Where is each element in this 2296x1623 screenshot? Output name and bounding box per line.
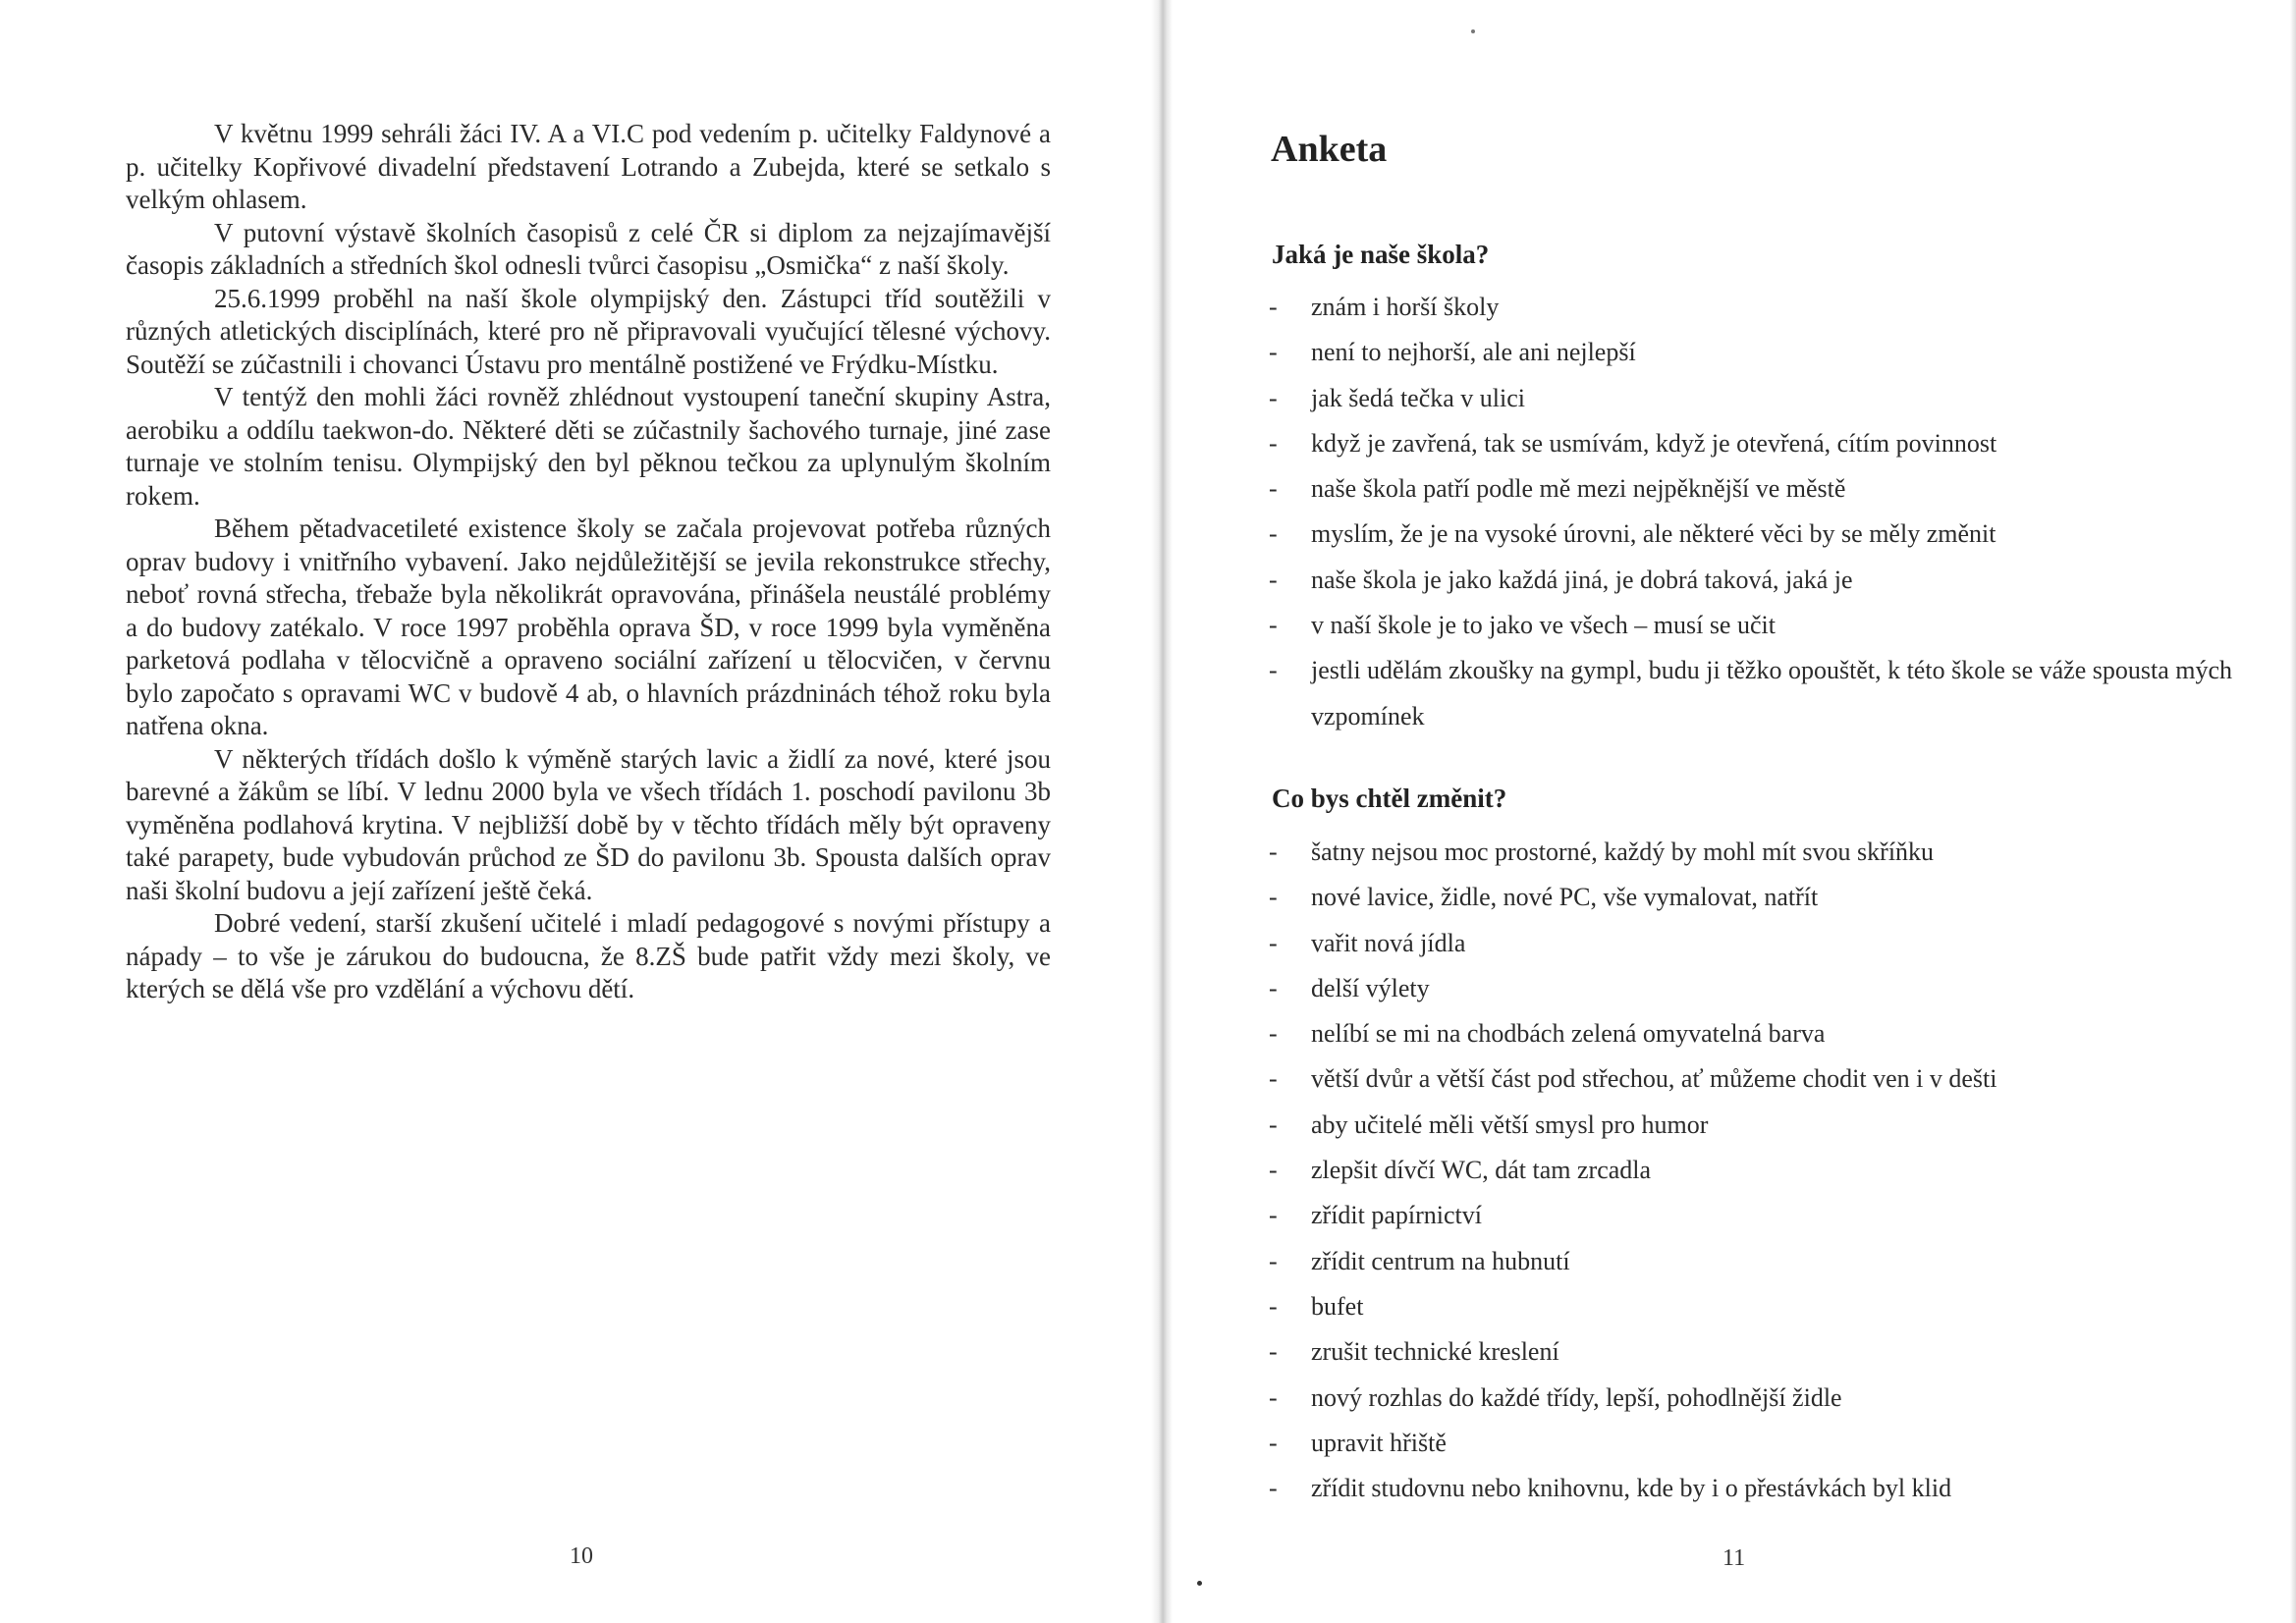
answer-text: znám i horší školy bbox=[1311, 293, 1500, 321]
answer-text: není to nejhorší, ale ani nejlepší bbox=[1311, 338, 1636, 367]
answer-text: delší výlety bbox=[1311, 973, 1430, 1002]
page-edge-shadow bbox=[2290, 0, 2296, 1623]
list-item bbox=[1269, 558, 2251, 603]
bullet-dash: - bbox=[1269, 474, 1278, 504]
answer-text: upravit hřiště bbox=[1311, 1428, 1447, 1457]
answer-text: jak šedá tečka v ulici bbox=[1311, 383, 1526, 412]
bullet-dash: - bbox=[1269, 1246, 1278, 1275]
bullet-dash: - bbox=[1269, 611, 1278, 640]
answer-text: aby učitelé měli větší smysl pro humor bbox=[1311, 1109, 1709, 1139]
paragraph: V putovní výstavě školních časopisů z celé ČR si diplom za nejzajímavější časopis základních a středních škol odnesli tvůrci časopisu „Osmička“ z naší školy. bbox=[126, 217, 1051, 280]
bullet-dash: - bbox=[1269, 383, 1278, 412]
paragraph: V květnu 1999 sehráli žáci IV. A a VI.C pod vedením p. učitelky Faldynové a p. učitelky Kopřivové divadelní představení Lotrando a Zubejda, které se setkalo s velkým ohlasem. bbox=[126, 119, 1051, 214]
bullet-dash: - bbox=[1269, 838, 1278, 866]
answer-text: zrušit technické kreslení bbox=[1311, 1337, 1559, 1367]
list-item bbox=[1269, 466, 2251, 512]
book-gutter bbox=[1151, 0, 1173, 1623]
page-title: Anketa bbox=[1271, 129, 1388, 170]
list-item bbox=[1269, 1329, 2251, 1375]
list-item bbox=[1269, 1103, 2251, 1148]
answer-text: v naší škole je to jako ve všech – musí se učit bbox=[1311, 611, 1776, 640]
list-item bbox=[1269, 1421, 2251, 1466]
list-item bbox=[1269, 1284, 2251, 1329]
bullet-dash: - bbox=[1269, 1156, 1278, 1185]
answer-text: vařit nová jídla bbox=[1311, 928, 1466, 957]
list-item bbox=[1269, 1148, 2251, 1193]
paragraph: 25.6.1999 proběhl na naší škole olympijský den. Zástupci tříd soutěžili v různých atletických disciplínách, které pro ně připravovali vyučující tělesné výchovy. Soutěží se zúčastnili i chovanci Ústavu pro mentálně postižené ve Frýdku-Místku. bbox=[126, 283, 1051, 379]
answer-text: jestli udělám zkoušky na gympl, budu ji těžko opouštět, k této škole se váže spousta mých vzpomínek bbox=[1311, 656, 2232, 730]
page-number-left: 10 bbox=[570, 1543, 593, 1569]
bullet-dash: - bbox=[1269, 883, 1278, 912]
list-item bbox=[1269, 285, 2251, 330]
bullet-dash: - bbox=[1269, 565, 1278, 594]
list-item bbox=[1269, 1056, 2251, 1102]
answer-text: šatny nejsou moc prostorné, každý by mohl mít svou skříňku bbox=[1311, 838, 1935, 866]
bullet-dash: - bbox=[1269, 1337, 1278, 1367]
answer-text: nové lavice, židle, nové PC, vše vymalovat, natřít bbox=[1311, 883, 1819, 912]
list-item bbox=[1269, 330, 2251, 375]
answer-text: naše škola je jako každá jiná, je dobrá taková, jaká je bbox=[1311, 565, 1853, 594]
answer-text: zřídit studovnu nebo knihovnu, kde by i o přestávkách byl klid bbox=[1311, 1474, 1952, 1503]
answer-text: nový rozhlas do každé třídy, lepší, pohodlnější židle bbox=[1311, 1382, 1842, 1412]
bullet-dash: - bbox=[1269, 1019, 1278, 1049]
paragraph: V některých třídách došlo k výměně starých lavic a židlí za nové, které jsou barevné a žákům se líbí. V lednu 2000 byla ve všech třídách 1. poschodí pavilonu 3b vyměněna podlahová krytina. V nejbližší době by v těchto třídách měly být opraveny také parapety, bude vybudován průchod ze ŠD do pavilonu 3b. Spousta dalších oprav naši školní budovu a její zařízení ještě čeká. bbox=[126, 743, 1051, 905]
bullet-dash: - bbox=[1269, 1382, 1278, 1412]
bullet-dash: - bbox=[1269, 1474, 1278, 1503]
answer-list bbox=[1269, 830, 2251, 1511]
list-item bbox=[1269, 421, 2251, 466]
list-item bbox=[1269, 512, 2251, 557]
bullet-dash: - bbox=[1269, 293, 1278, 321]
answer-text: zřídit papírnictví bbox=[1311, 1201, 1483, 1230]
list-item bbox=[1269, 1193, 2251, 1238]
list-item bbox=[1269, 1376, 2251, 1421]
answer-text: naše škola patří podle mě mezi nejpěknější ve městě bbox=[1311, 474, 1846, 504]
answer-text: bufet bbox=[1311, 1291, 1364, 1321]
page-number-right: 11 bbox=[1722, 1545, 1746, 1571]
list-item bbox=[1269, 1466, 2251, 1511]
answer-text: myslím, že je na vysoké úrovni, ale některé věci by se měly změnit bbox=[1311, 519, 1996, 549]
list-item bbox=[1269, 830, 2251, 875]
bullet-dash: - bbox=[1269, 973, 1278, 1002]
bullet-dash: - bbox=[1269, 1428, 1278, 1457]
question-heading: Co bys chtěl změnit? bbox=[1272, 784, 1507, 813]
bullet-dash: - bbox=[1269, 1064, 1278, 1094]
bullet-dash: - bbox=[1269, 1109, 1278, 1139]
bullet-dash: - bbox=[1269, 338, 1278, 367]
left-page-body bbox=[126, 118, 1051, 1006]
bullet-dash: - bbox=[1269, 1291, 1278, 1321]
bullet-dash: - bbox=[1269, 1201, 1278, 1230]
paragraph: Během pětadvacetileté existence školy se začala projevovat potřeba různých oprav budovy i vnitřního vybavení. Jako nejdůležitější se jevila rekonstrukce střechy, neboť rovná střecha, třebaže byla několikrát opravována, přinášela neustálé problémy a do budovy zatékalo. V roce 1997 proběhla oprava ŠD, v roce 1999 byla vyměněna parketová podlaha v tělocvičně a opraveno sociální zařízení u tělocvičen, v červnu bylo započato s opravami WC v budově 4 ab, o hlavních prázdninách téhož roku byla natřena okna. bbox=[126, 514, 1051, 740]
paragraph: V tentýž den mohli žáci rovněž zhlédnout vystoupení taneční skupiny Astra, aerobiku a oddílu taekwon-do. Některé děti se zúčastnily šachového turnaje, jiné zase turnaje ve stolním tenisu. Olympijský den byl pěknou tečkou za uplynulým školním rokem. bbox=[126, 382, 1051, 511]
scan-speck bbox=[1471, 29, 1475, 33]
list-item bbox=[1269, 1239, 2251, 1284]
paragraph: Dobré vedení, starší zkušení učitelé i mladí pedagogové s novými přístupy a nápady – to vše je zárukou do budoucna, že 8.ZŠ bude patřit vždy mezi školy, ve kterých se dělá vše pro vzdělání a výchovu dětí. bbox=[126, 908, 1051, 1003]
answer-text: zlepšit dívčí WC, dát tam zrcadla bbox=[1311, 1156, 1652, 1185]
bullet-dash: - bbox=[1269, 928, 1278, 957]
bullet-dash: - bbox=[1269, 656, 1278, 685]
answer-text: když je zavřená, tak se usmívám, když je otevřená, cítím povinnost bbox=[1311, 428, 1997, 458]
list-item bbox=[1269, 603, 2251, 648]
list-item bbox=[1269, 376, 2251, 421]
list-item bbox=[1269, 875, 2251, 920]
bullet-dash: - bbox=[1269, 519, 1278, 549]
bullet-dash: - bbox=[1269, 428, 1278, 458]
answer-text: větší dvůr a větší část pod střechou, ať můžeme chodit ven i v dešti bbox=[1311, 1064, 1997, 1094]
question-heading: Jaká je naše škola? bbox=[1272, 240, 1490, 269]
list-item bbox=[1269, 1011, 2251, 1056]
answer-text: nelíbí se mi na chodbách zelená omyvatelná barva bbox=[1311, 1019, 1826, 1049]
answer-list bbox=[1269, 285, 2251, 739]
list-item bbox=[1269, 966, 2251, 1011]
scan-speck bbox=[1197, 1581, 1202, 1586]
list-item bbox=[1269, 921, 2251, 966]
answer-text: zřídit centrum na hubnutí bbox=[1311, 1246, 1570, 1275]
list-item bbox=[1269, 648, 2251, 739]
